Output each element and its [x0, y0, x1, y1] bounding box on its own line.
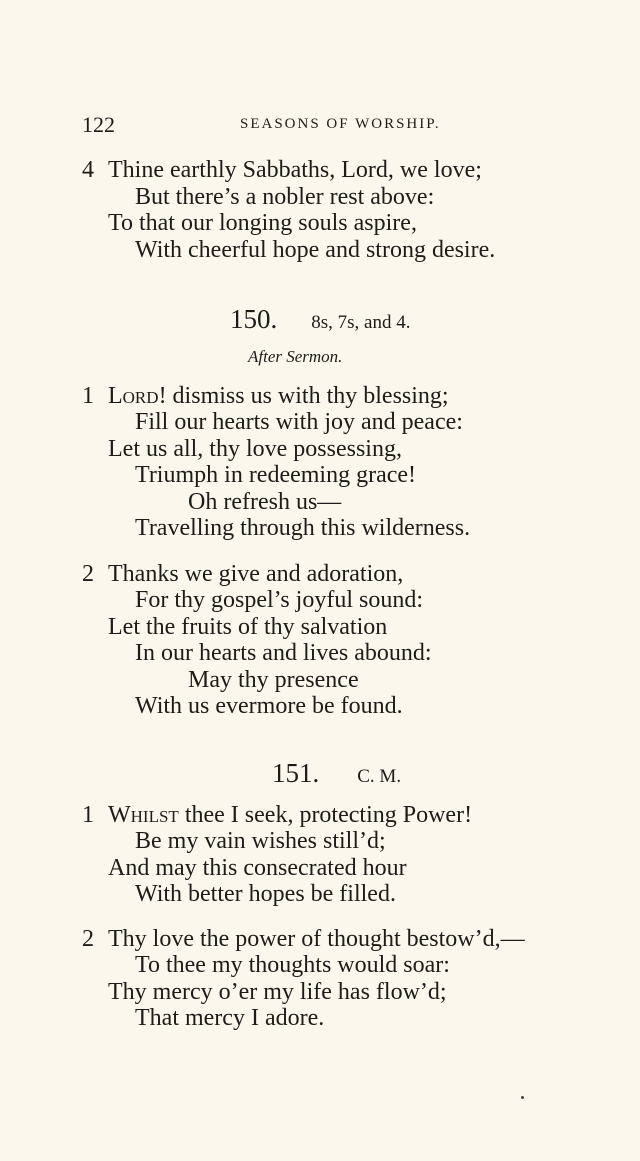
- verse-line: Travelling through this wilderness.: [135, 515, 471, 541]
- verse-line: With better hopes be filled.: [135, 881, 396, 907]
- first-word: Whilst: [108, 802, 179, 828]
- verse-line: For thy gospel’s joyful sound:: [135, 587, 424, 613]
- verse-line: [108, 802, 472, 828]
- verse-line: Oh refresh us—: [188, 489, 342, 515]
- hymn-meter: 8s, 7s, and 4.: [311, 312, 411, 333]
- running-title: SEASONS OF WORSHIP.: [240, 116, 441, 132]
- hymn-number: 150.: [230, 304, 278, 334]
- verse-line: [108, 383, 449, 409]
- verse-line: With cheerful hope and strong desire.: [135, 237, 496, 263]
- hymn-meter: C. M.: [357, 766, 402, 787]
- verse-line: May thy presence: [188, 667, 359, 693]
- verse-line: That mercy I adore.: [135, 1005, 325, 1031]
- verse-line: To that our longing souls aspire,: [108, 210, 417, 236]
- verse-line: And may this consecrated hour: [108, 855, 407, 881]
- running-head: [82, 112, 558, 136]
- verse-number: 2: [82, 561, 94, 587]
- hymn-number: 151.: [272, 758, 320, 788]
- hymn-subtitle: After Sermon.: [248, 347, 343, 366]
- first-word: Lord: [108, 383, 159, 409]
- line-text: thee I seek, protecting Power!: [184, 802, 473, 828]
- verse-line: Be my vain wishes still’d;: [135, 828, 386, 854]
- verse-line: With us evermore be found.: [135, 693, 403, 719]
- verse-line: Fill our hearts with joy and peace:: [135, 409, 463, 435]
- verse-number: 1: [82, 383, 94, 409]
- verse-line: Thy love the power of thought bestow’d,—: [108, 926, 525, 952]
- verse-line: But there’s a nobler rest above:: [135, 184, 435, 210]
- verse-line: Let the fruits of thy salvation: [108, 614, 388, 640]
- verse-number: 1: [82, 802, 94, 828]
- verse-line: Triumph in redeeming grace!: [135, 462, 417, 488]
- verse-line: Thanks we give and adoration,: [108, 561, 404, 587]
- verse-line: Let us all, thy love possessing,: [108, 436, 402, 462]
- verse-number: 2: [82, 926, 94, 952]
- verse-line: To thee my thoughts would soar:: [135, 952, 450, 978]
- line-text: ! dismiss us with thy blessing;: [158, 383, 449, 409]
- page-number: 122: [82, 112, 115, 137]
- hymn-heading: [230, 304, 410, 335]
- ink-speck: [521, 1096, 524, 1099]
- verse-line: Thy mercy o’er my life has flow’d;: [108, 979, 447, 1005]
- verse-line: In our hearts and lives abound:: [135, 640, 432, 666]
- hymn-heading: [272, 758, 401, 789]
- verse-line: Thine earthly Sabbaths, Lord, we love;: [108, 157, 482, 183]
- verse-number: 4: [82, 157, 94, 183]
